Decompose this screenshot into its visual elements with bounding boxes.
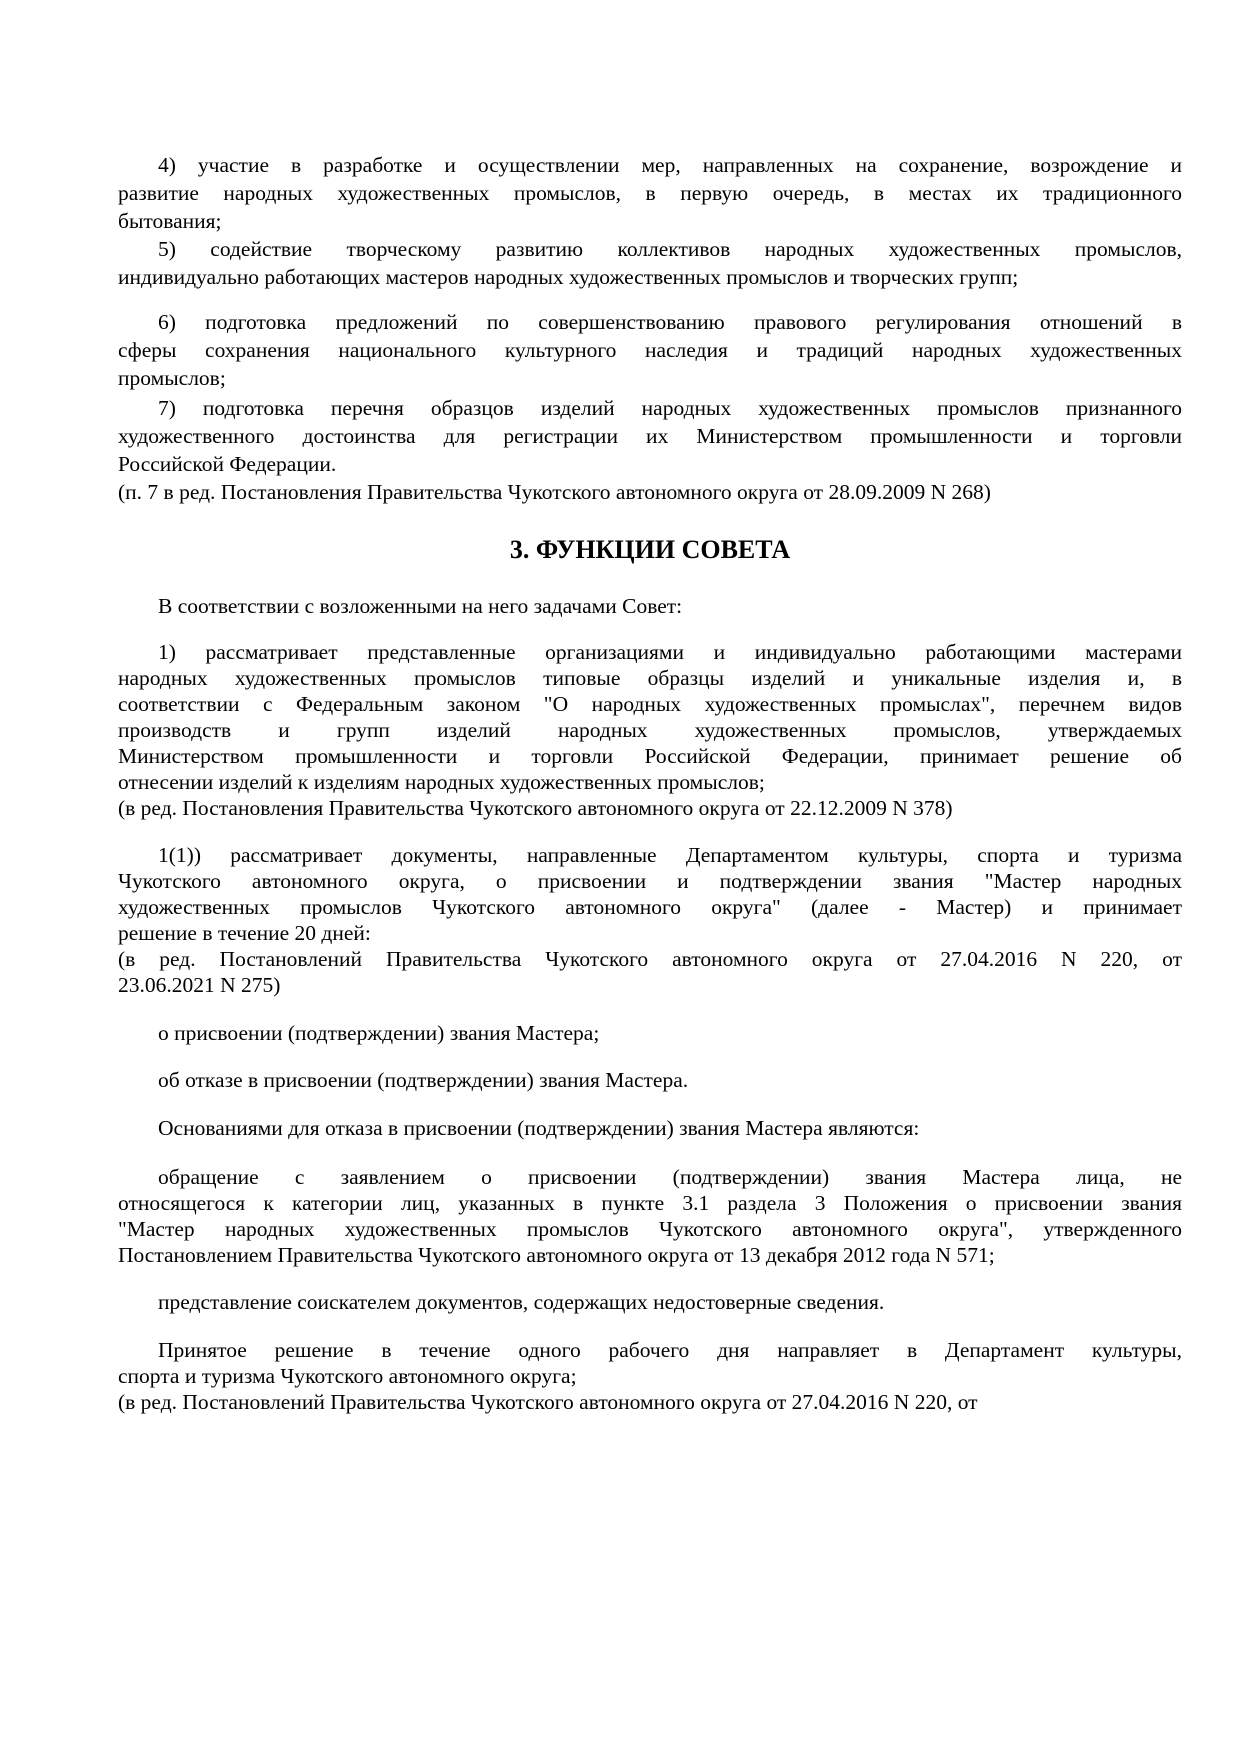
text-line: "Мастер народных художественных промыслов Чукотского автономного округа", утвержденного [118, 1217, 1182, 1241]
text-line: (в ред. Постановлений Правительства Чукотского автономного округа от 27.04.2016 N 220, от [118, 1390, 978, 1414]
text-line: 5) содействие творческому развитию коллективов народных художественных промыслов, [158, 237, 1182, 261]
refusal-ground-2 [118, 1289, 1182, 1315]
text-line: Постановлением Правительства Чукотского автономного округа от 13 декабря 2012 года N 571; [118, 1243, 995, 1267]
text-line: (в ред. Постановлений Правительства Чукотского автономного округа от 27.04.2016 N 220, от [118, 947, 1182, 971]
function-item-1 [118, 639, 1182, 821]
function-item-1-1 [118, 842, 1182, 998]
text-line: промыслов; [118, 366, 226, 390]
text-line: 6) подготовка предложений по совершенствованию правового регулирования отношений в [158, 310, 1182, 334]
text-line: 1(1)) рассматривает документы, направленные Департаментом культуры, спорта и туризма [158, 843, 1182, 867]
text-line: спорта и туризма Чукотского автономного округа; [118, 1364, 577, 1388]
text-line: Принятое решение в течение одного рабочего дня направляет в Департамент культуры, [158, 1338, 1182, 1362]
text-line: 1) рассматривает представленные организациями и индивидуально работающими мастерами [158, 640, 1182, 664]
refusal-grounds-intro [118, 1115, 1182, 1141]
decision-forwarding [118, 1337, 1182, 1415]
text-line: развитие народных художественных промыслов, в первую очередь, в местах их традиционного [118, 181, 1182, 205]
section-heading: 3. ФУНКЦИИ СОВЕТА [509, 535, 791, 564]
decision-option-refuse [118, 1067, 1182, 1093]
text-line: представление соискателем документов, содержащих недостоверные сведения. [158, 1290, 885, 1314]
text-line: 4) участие в разработке и осуществлении мер, направленных на сохранение, возрождение и [158, 153, 1182, 177]
text-line: сферы сохранения национального культурного наследия и традиций народных художественных [118, 338, 1182, 362]
text-line: 7) подготовка перечня образцов изделий народных художественных промыслов признанного [158, 396, 1182, 420]
text-line: В соответствии с возложенными на него задачами Совет: [158, 594, 683, 618]
text-line: (п. 7 в ред. Постановления Правительства Чукотского автономного округа от 28.09.2009 N 268) [118, 480, 991, 504]
text-line: художественных промыслов Чукотского автономного округа" (далее - Мастер) и принимает [118, 895, 1182, 919]
decision-option-grant [118, 1020, 1182, 1046]
text-line: производств и групп изделий народных художественных промыслов, утверждаемых [118, 718, 1182, 742]
text-line: Российской Федерации. [118, 452, 337, 476]
text-line: (в ред. Постановления Правительства Чукотского автономного округа от 22.12.2009 N 378) [118, 796, 953, 820]
text-line: относящегося к категории лиц, указанных в пункте 3.1 раздела 3 Положения о присвоении звания [118, 1191, 1182, 1215]
paragraph-item-4 [118, 151, 1182, 235]
text-line: 23.06.2021 N 275) [118, 973, 281, 997]
text-line: об отказе в присвоении (подтверждении) звания Мастера. [158, 1068, 689, 1092]
section-intro [118, 592, 1182, 620]
text-line: Министерством промышленности и торговли Российской Федерации, принимает решение об [118, 744, 1182, 768]
text-line: народных художественных промыслов типовые образцы изделий и уникальные изделия и, в [118, 666, 1182, 690]
text-line: соответствии с Федеральным законом "О народных художественных промыслах", перечнем видов [118, 692, 1182, 716]
text-line: о присвоении (подтверждении) звания Мастера; [158, 1021, 600, 1045]
text-line: индивидуально работающих мастеров народных художественных промыслов и творческих групп; [118, 265, 1019, 289]
paragraph-item-5 [118, 235, 1182, 291]
paragraph-item-7 [118, 394, 1182, 506]
paragraph-item-6 [118, 308, 1182, 392]
refusal-ground-1 [118, 1164, 1182, 1268]
text-line: Основаниями для отказа в присвоении (подтверждении) звания Мастера являются: [158, 1116, 920, 1140]
text-line: обращение с заявлением о присвоении (подтверждении) звания Мастера лица, не [158, 1165, 1182, 1189]
text-line: отнесении изделий к изделиям народных художественных промыслов; [118, 770, 765, 794]
text-line: решение в течение 20 дней: [118, 921, 371, 945]
text-line: Чукотского автономного округа, о присвоении и подтверждении звания "Мастер народных [118, 869, 1182, 893]
text-line: художественного достоинства для регистрации их Министерством промышленности и торговли [118, 424, 1182, 448]
text-line: бытования; [118, 209, 222, 233]
